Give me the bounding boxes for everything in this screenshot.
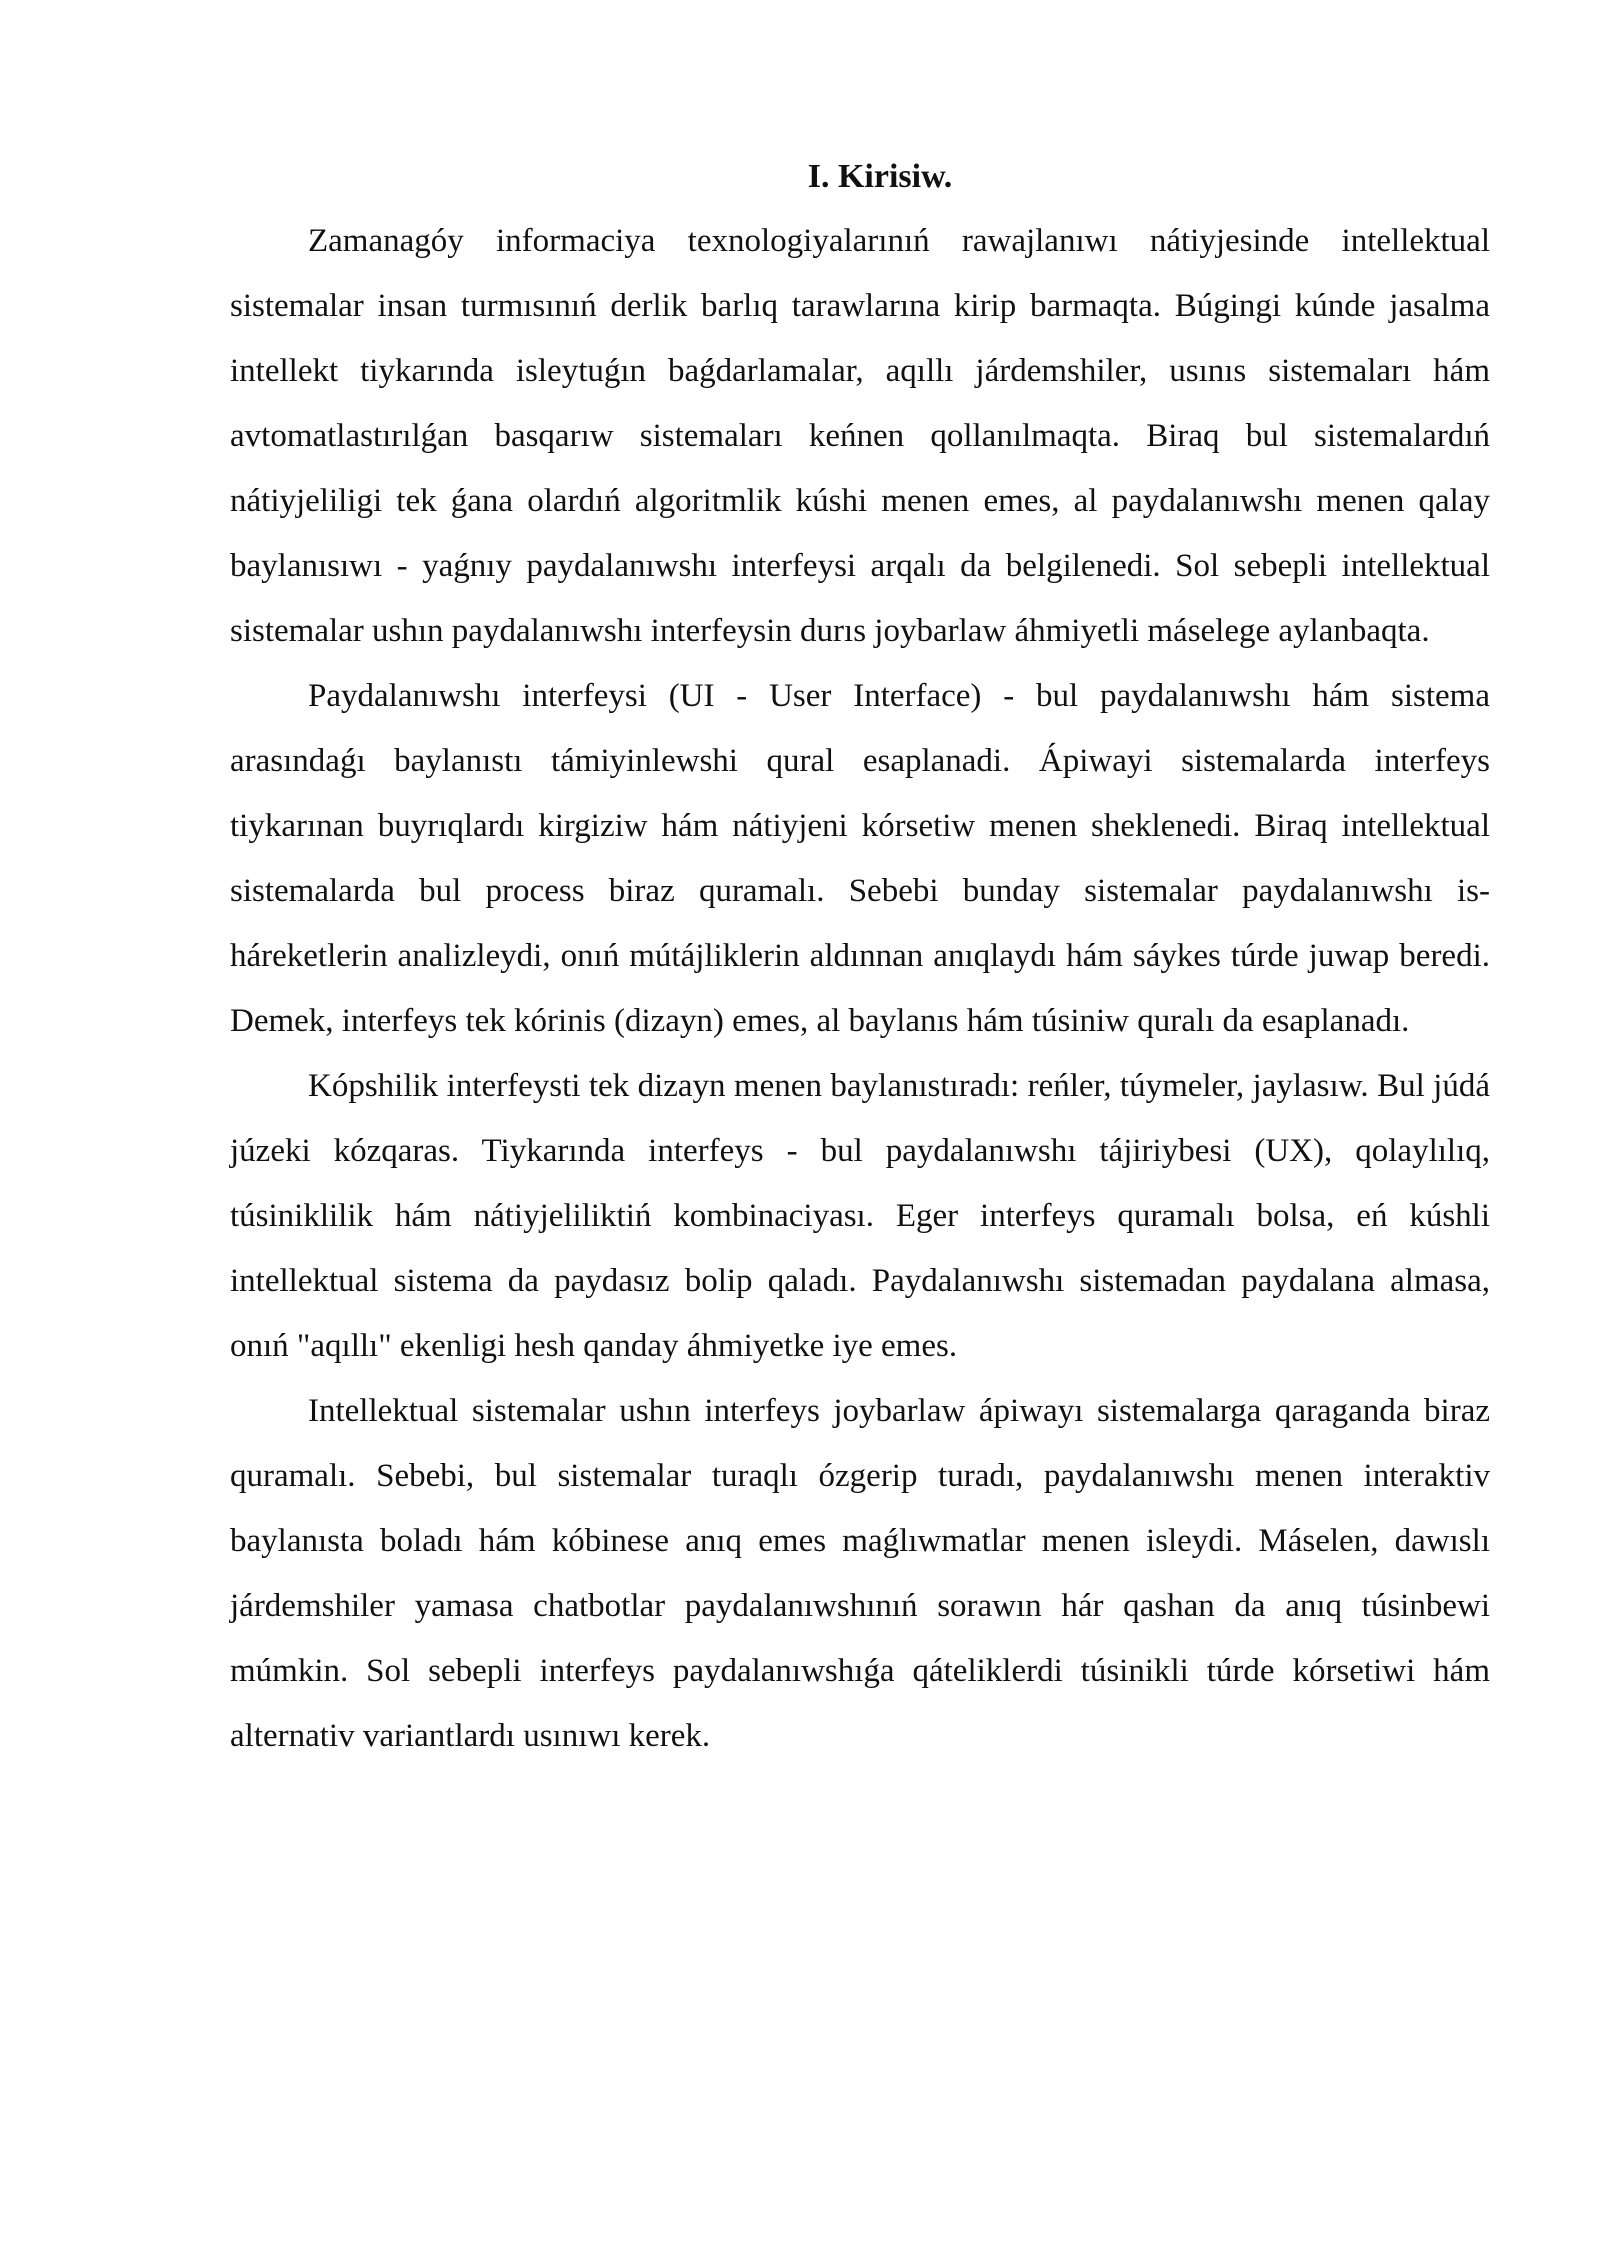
- section-heading: I. Kirisiw.: [807, 158, 953, 195]
- paragraph-1: Zamanagóy informaciya texnologiyalarınıń rawajlanıwı nátiyjesinde intellektual sistemalar insan turmısınıń derlik barlıq tarawlarına kirip barmaqta. Búgingi kúnde jasalma intellekt tiykarında isleytuǵın baǵdarlamalar, aqıllı járdemshiler, usınıs sistemaları hám avtomatlastırılǵan basqarıw sistemaları keńnen qollanılmaqta. Biraq bul sistemalardıń nátiyjeliligi tek ǵana olardıń algoritmlik kúshi menen emes, al paydalanıwshı menen qalay baylanısıwı - yaǵnıy paydalanıwshı interfeysi arqalı da belgilenedi. Sol sebepli intellektual sistemalar ushın paydalanıwshı interfeysin durıs joybarlaw áhmiyetli máselege aylanbaqta.: [230, 223, 1490, 649]
- paragraph-4: Intellektual sistemalar ushın interfeys joybarlaw ápiwayı sistemalarga qaraganda biraz quramalı. Sebebi, bul sistemalar turaqlı ózgerip turadı, paydalanıwshı menen interaktiv baylanısta boladı hám kóbinese anıq emes maǵlıwmatlar menen isleydi. Máselen, dawıslı járdemshiler yamasa chatbotlar paydalanıwshınıń sorawın hár qashan da anıq túsinbewi múmkin. Sol sebepli interfeys paydalanıwshıǵa qáteliklerdi túsinikli túrde kórsetiwi hám alternativ variantlardı usınıwı kerek.: [230, 1393, 1490, 1754]
- document-page: [230, 150, 1490, 1769]
- paragraph-2: Paydalanıwshı interfeysi (UI - User Interface) - bul paydalanıwshı hám sistema arasındaǵı baylanıstı támiyinlewshi qural esaplanadi. Ápiwayi sistemalarda interfeys tiykarınan buyrıqlardı kirgiziw hám nátiyjeni kórsetiw menen sheklenedi. Biraq intellektual sistemalarda bul process biraz quramalı. Sebebi bunday sistemalar paydalanıwshı is-háreketlerin analizleydi, onıń mútájliklerin aldınnan anıqlaydı hám sáykes túrde juwap beredi. Demek, interfeys tek kórinis (dizayn) emes, al baylanıs hám túsiniw quralı da esaplanadı.: [230, 678, 1490, 1039]
- paragraph-3: Kópshilik interfeysti tek dizayn menen baylanıstıradı: reńler, túymeler, jaylasıw. Bul júdá júzeki kózqaras. Tiykarında interfeys - bul paydalanıwshı tájiriybesi (UX), qolaylılıq, túsiniklilik hám nátiyjeliliktiń kombinaciyası. Eger interfeys quramalı bolsa, eń kúshli intellektual sistema da paydasız bolip qaladı. Paydalanıwshı sistemadan paydalana almasa, onıń "aqıllı" ekenligi hesh qanday áhmiyetke iye emes.: [230, 1068, 1490, 1364]
